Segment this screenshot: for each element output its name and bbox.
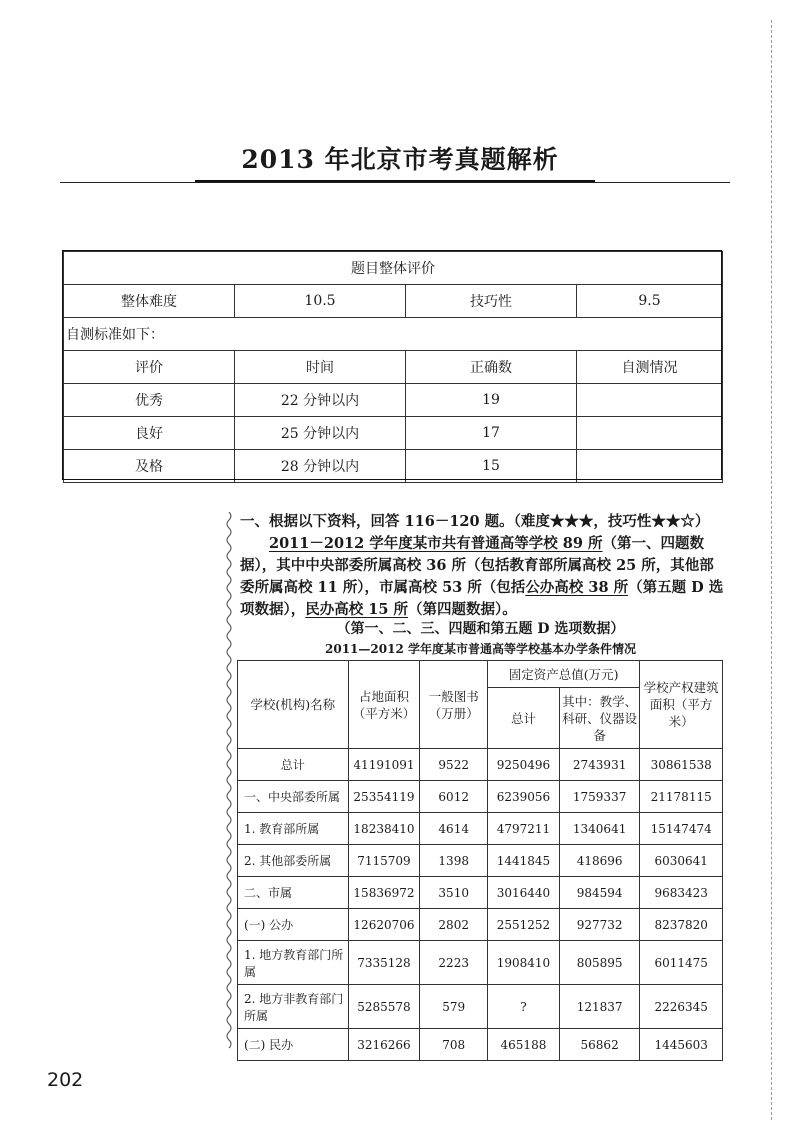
- underlined-fact: 2011－2012 学年度某市共有普通高等学校 89 所: [269, 535, 603, 552]
- header-building: 学校产权建筑面积（平方米）: [640, 661, 723, 749]
- header-total: 总计: [488, 688, 560, 749]
- table-row: [238, 813, 723, 845]
- row-area: 12620706: [348, 909, 420, 941]
- row-equipment: 1340641: [559, 813, 639, 845]
- row-books: 1398: [420, 845, 488, 877]
- row-name: 1. 地方教育部门所属: [238, 941, 349, 985]
- difficulty-label: 整体难度: [64, 285, 235, 318]
- row-name: 总计: [238, 749, 349, 781]
- row-equipment: 121837: [559, 985, 639, 1029]
- row-total: 4797211: [488, 813, 560, 845]
- table-row: [238, 749, 723, 781]
- row-area: 18238410: [348, 813, 420, 845]
- time-cell: 25 分钟以内: [235, 417, 406, 450]
- row-area: 15836972: [348, 877, 420, 909]
- header-area: 占地面积（平方米）: [348, 661, 420, 749]
- skill-value: 9.5: [577, 285, 723, 318]
- correct-cell: 15: [406, 450, 577, 483]
- row-total: 1441845: [488, 845, 560, 877]
- row-name: 2. 其他部委所属: [238, 845, 349, 877]
- evaluation-row: [64, 450, 723, 483]
- page-number: 202: [47, 1069, 84, 1091]
- row-total: 1908410: [488, 941, 560, 985]
- question-text: （第四题数据）。: [408, 601, 517, 618]
- school-conditions-table: [237, 660, 723, 1061]
- question-text: （第一、四题数据），其中中央部委所属高校 36 所（包括教育部所属高校 25 所，其他部委所属高校 11 所），市属高校 53 所（包括: [240, 535, 714, 596]
- grade-cell: 良好: [64, 417, 235, 450]
- difficulty-value: 10.5: [235, 285, 406, 318]
- row-building: 6011475: [640, 941, 723, 985]
- self-check-cell[interactable]: [577, 450, 723, 483]
- table-row: [238, 845, 723, 877]
- row-equipment: 1759337: [559, 781, 639, 813]
- correct-cell: 17: [406, 417, 577, 450]
- row-name: 一、中央部委所属: [238, 781, 349, 813]
- right-margin-line: [771, 20, 772, 1120]
- header-equipment: 其中：教学、科研、仪器设备: [559, 688, 639, 749]
- row-books: 579: [420, 985, 488, 1029]
- row-area: 25354119: [348, 781, 420, 813]
- table-title: 2011—2012 学年度某市普通高等学校基本办学条件情况: [325, 642, 636, 656]
- row-building: 8237820: [640, 909, 723, 941]
- row-books: 708: [420, 1029, 488, 1061]
- column-time: 时间: [235, 351, 406, 384]
- table-row: [238, 909, 723, 941]
- underlined-fact: 公办高校 38 所: [525, 579, 629, 596]
- evaluation-standard-row: [64, 318, 723, 351]
- table-row: [238, 781, 723, 813]
- row-building: 30861538: [640, 749, 723, 781]
- header-school: 学校(机构)名称: [238, 661, 349, 749]
- row-equipment: 984594: [559, 877, 639, 909]
- table-header-row: [238, 661, 723, 688]
- column-correct: 正确数: [406, 351, 577, 384]
- row-building: 15147474: [640, 813, 723, 845]
- evaluation-score-row: [64, 285, 723, 318]
- row-books: 2802: [420, 909, 488, 941]
- row-books: 6012: [420, 781, 488, 813]
- row-area: 5285578: [348, 985, 420, 1029]
- row-building: 6030641: [640, 845, 723, 877]
- underlined-fact: 民办高校 15 所: [305, 601, 409, 618]
- row-equipment: 805895: [559, 941, 639, 985]
- skill-label: 技巧性: [406, 285, 577, 318]
- header-fixed-assets: 固定资产总值(万元): [488, 661, 640, 688]
- row-equipment: 56862: [559, 1029, 639, 1061]
- row-books: 3510: [420, 877, 488, 909]
- standard-label: 自测标准如下：: [64, 318, 723, 351]
- correct-cell: 19: [406, 384, 577, 417]
- self-check-cell[interactable]: [577, 417, 723, 450]
- column-self-check: 自测情况: [577, 351, 723, 384]
- question-heading: 一、根据以下资料，回答 116－120 题。（难度★★★，技巧性★★☆）: [240, 513, 710, 530]
- evaluation-row: [64, 417, 723, 450]
- evaluation-header-row: [64, 252, 723, 285]
- time-cell: 22 分钟以内: [235, 384, 406, 417]
- row-building: 21178115: [640, 781, 723, 813]
- row-total: 9250496: [488, 749, 560, 781]
- table-row: [238, 941, 723, 985]
- row-books: 4614: [420, 813, 488, 845]
- row-books: 2223: [420, 941, 488, 985]
- evaluation-header: 题目整体评价: [64, 252, 723, 285]
- row-equipment: 927732: [559, 909, 639, 941]
- row-name: 2. 地方非教育部门所属: [238, 985, 349, 1029]
- self-check-cell[interactable]: [577, 384, 723, 417]
- grade-cell: 优秀: [64, 384, 235, 417]
- row-books: 9522: [420, 749, 488, 781]
- row-area: 3216266: [348, 1029, 420, 1061]
- column-grade: 评价: [64, 351, 235, 384]
- question-text: （第五题 D 选项数据），: [240, 579, 724, 618]
- evaluation-row: [64, 384, 723, 417]
- wavy-margin-line: [224, 512, 234, 1052]
- row-name: 二、市属: [238, 877, 349, 909]
- row-building: 9683423: [640, 877, 723, 909]
- question-paragraph: [240, 533, 726, 621]
- row-total: ?: [488, 985, 560, 1029]
- row-area: 7115709: [348, 845, 420, 877]
- row-equipment: 418696: [559, 845, 639, 877]
- table-row: [238, 877, 723, 909]
- table-note: （第一、二、三、四题和第五题 D 选项数据）: [336, 621, 625, 637]
- question-material: [240, 511, 726, 621]
- row-name: (二) 民办: [238, 1029, 349, 1061]
- header-books: 一般图书（万册）: [420, 661, 488, 749]
- row-total: 2551252: [488, 909, 560, 941]
- row-total: 465188: [488, 1029, 560, 1061]
- row-name: (一) 公办: [238, 909, 349, 941]
- evaluation-columns-row: [64, 351, 723, 384]
- row-name: 1. 教育部所属: [238, 813, 349, 845]
- row-equipment: 2743931: [559, 749, 639, 781]
- time-cell: 28 分钟以内: [235, 450, 406, 483]
- title-divider: [60, 182, 730, 183]
- table-row: [238, 985, 723, 1029]
- row-building: 1445603: [640, 1029, 723, 1061]
- row-area: 41191091: [348, 749, 420, 781]
- row-area: 7335128: [348, 941, 420, 985]
- page-title: 2013 年北京市考真题解析: [241, 145, 559, 174]
- title-divider-accent: [195, 180, 595, 182]
- evaluation-table: [63, 251, 723, 483]
- grade-cell: 及格: [64, 450, 235, 483]
- table-row: [238, 1029, 723, 1061]
- row-total: 6239056: [488, 781, 560, 813]
- row-building: 2226345: [640, 985, 723, 1029]
- row-total: 3016440: [488, 877, 560, 909]
